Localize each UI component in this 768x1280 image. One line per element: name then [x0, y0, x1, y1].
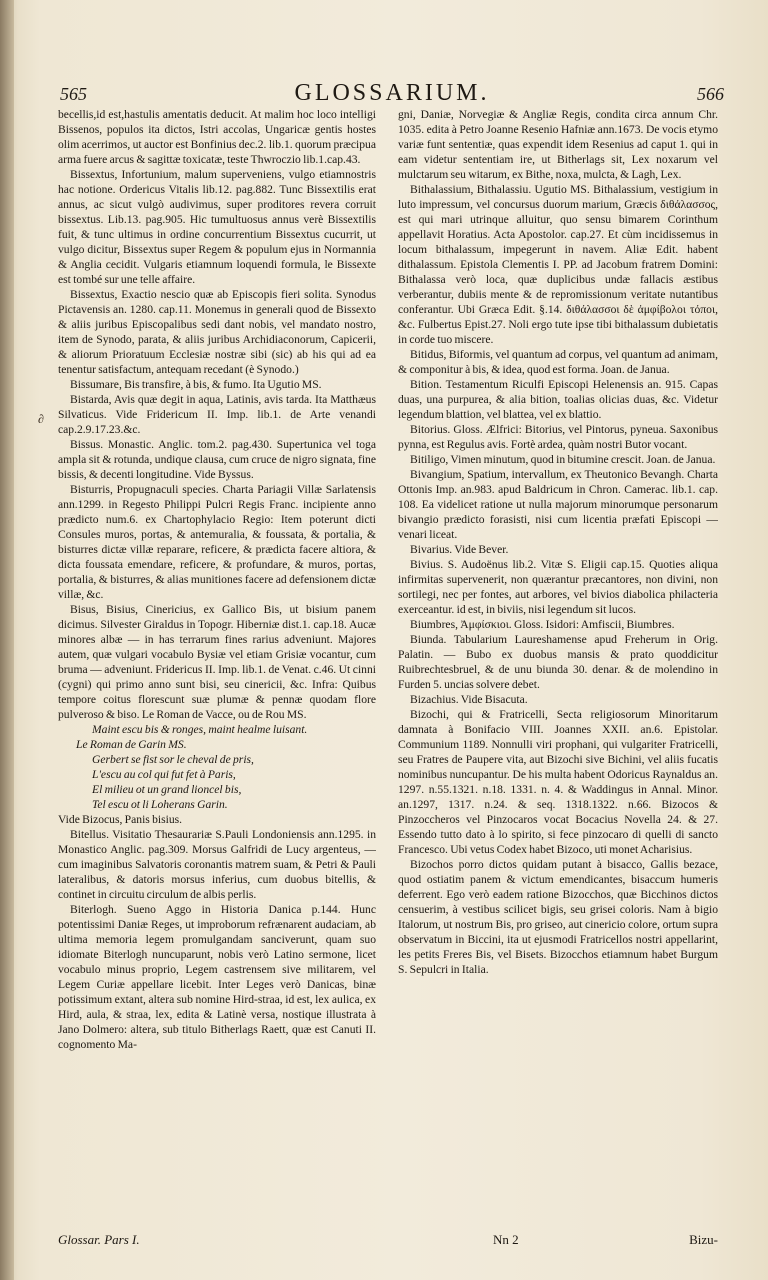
- entry-paragraph: Bissus. Monastic. Anglic. tom.2. pag.430. Supertunica vel toga ampla sit & rotunda, undique clausa, cum cruce de nigro signata, fine bissis, & decenti longitudine. Vide Byssus.: [58, 438, 376, 481]
- entry-paragraph: Vide Bizocus, Panis bisius.: [58, 813, 183, 826]
- entry-paragraph: Bitiligo, Vimen minutum, quod in bitumine crescit. Joan. de Janua.: [410, 453, 716, 466]
- entry-paragraph: Bisus, Bisius, Cinericius, ex Gallico Bis, ut bisium panem dicimus. Silvester Giraldus in Topogr. Hiberniæ dist.1. cap.18. Aucæ minores albæ — in has terrarum fines rarius adveniunt. Majores autem, quæ vulgari vocabulo Bysiæ vel etiam Grisiæ vocantur, cum bruma — adveniunt. Fridericus II. Imp. lib.1. de Venat. c.46. Ut cinni (cygni) qui primo anno sunt bisi, seu cinericii, &c. Infra: Quibus tempore coitus florescunt suæ plumæ & pennæ quodam flore pulveroso & biso. Le Roman de Vacce, ou de Rou MS.: [58, 603, 376, 721]
- entry-paragraph: Bition. Testamentum Riculfi Episcopi Helenensis an. 915. Capas duas, una purpurea, & alia bition, toalias olicias duas, &c. Videtur legendum blattion, vel blattea, vel ex blattio.: [398, 378, 718, 421]
- entry-paragraph: Bivius. S. Audoënus lib.2. Vitæ S. Eligii cap.15. Quoties aliqua infirmitas supervenerit, non quærantur præcantores, non divini, non sortilegi, nec per fontes, aut arbores, vel bivios diabolica philacteria exerceantur. id est, in biviis, nisi legendum sit lucos.: [398, 558, 718, 616]
- page-footer: [58, 1220, 718, 1260]
- verse-line: Gerbert se fist sor le cheval de pris,: [92, 753, 254, 766]
- entry-paragraph: Bizochos porro dictos quidam putant à bisacco, Gallis bezace, quod ostiatim panem & victum emendicantes, bisaccum humeris deferrent. Ego verò eadem ratione Bizocchos, quæ Bicchinos dictos censuerim, à vestibus scilicet bigis, seu grisei coloris. Nam à bigio Italorum, ut nostrum Bis, pro griseo, aut cinericio colore, ortum supra observatum in Biccini, ita ut ejusmodi Fratricellos nostri appellarint, les petits Freres Bis, vel Bisets. Bizocchos etiamnum habet Burgum S. Sepulcri in Italia.: [398, 858, 718, 976]
- left-column: [58, 107, 376, 1217]
- page-number-right: 566: [697, 84, 724, 104]
- page-number-left: 565: [60, 84, 87, 104]
- entry-paragraph: Bistarda, Avis quæ degit in aqua, Latinis, avis tarda. Ita Matthæus Silvaticus. Vide Fridericum II. Imp. lib.1. de Arte venandi cap.2.9.17.23.&c.: [58, 393, 376, 436]
- margin-mark: ∂: [38, 412, 44, 426]
- entry-paragraph: Bitorius. Gloss. Ælfrici: Bitorius, vel Pintorus, pyneua. Saxonibus pynna, est Regulus avis. Fortè ardea, quàm nostri Butor vocant.: [398, 423, 718, 451]
- entry-paragraph: Bissextus, Exactio nescio quæ ab Episcopis fieri solita. Synodus Pictavensis an. 1280. cap.11. Monemus in generali quod de Bissexto & aliis juribus Episcopalibus sedi dant nobis, vel mandato nostro, item de Synodo, parata, & aliis juribus Archidiaconorum, Capicerii, & aliorum Prioratuum Ecclesiæ nostræ sibi (sic) ab his qui ad ea tenentur satisfactum, antequam recedant (è Synodo.): [58, 288, 376, 376]
- verse-line: L'escu au col qui fut fet à Paris,: [92, 768, 236, 781]
- entry-paragraph: Bissextus, Infortunium, malum superveniens, vulgo etiamnostris hac notione. Ordericus Vitalis lib.12. pag.882. Tunc Bissextilis erat annus, ac sicut vulgò audivimus, super proditores revera corruit bissextus. Lib.13. pag.905. Hic tumultuosus annus verè Bissextilis fuit, & tunc ultimus in ordine concurrentium Bissextus cucurrit, ut vulgo dicitur, Bissextus super Regem & populum ejus in Normannia & Anglia cecidit. Vulgaris etiamnum loquendi formula, le Bissexte est tombé sur une telle affaire.: [58, 168, 376, 286]
- verse-line: El milieu ot un grand lioncel bis,: [92, 783, 242, 796]
- entry-paragraph: Bithalassium, Bithalassiu. Ugutio MS. Bithalassium, vestigium in luto impressum, vel concursus duorum marium, Græcis διθάλασσος, est qui mari utrinque alluitur, quo sensu bimarem Corinthum appellavit Horatius. Acta Apostolor. cap.27. Et cùm incidissemus in locum bithalassum, impegerunt in navem. Aliæ Edit. habent dithalassum. Epistola Clementis I. PP. ad Jacobum fratrem Domini: Bithalassa verò loca, quæ duplicibus undæ fallacis æstibus verberantur, dubiis mente & de repromissionum veritate nutantibus conferantur. Ubi Græca Edit. §.14. διθάλασσοι δὲ ἀμφίβολοι τόποι, &c. Fulbertus Epist.27. Noli ergo tute ipse tibi bithalassum dubietatis in corde tuo miscere.: [398, 183, 718, 346]
- page-header: [60, 80, 724, 110]
- entry-paragraph: Biunda. Tabularium Laureshamense apud Freherum in Orig. Palatin. — Bubo ex duobus mansis & prato quoddicitur Ruibrechtesbruel, & de unu biunda 30. denar. & de molendino in Furden 5. uncias solvere debet.: [398, 633, 718, 691]
- entry-paragraph: becellis,id est,hastulis amentatis deducit. At malim hoc loco intelligi Bissenos, populos ita dictos, Istri accolas, Ungaricæ gentis hostes olim acerrimos, ut auctor est Bonfinius dec.2. lib.1. quorum præcipua arma fuere arcus & sagittæ toxicatæ, teste Thwroczio lib.1.cap.43.: [58, 108, 376, 166]
- entry-paragraph: Bisturris, Propugnaculi species. Charta Pariagii Villæ Sarlatensis ann.1299. in Regesto Philippi Pulcri Regis Franc. incipiente anno prædicto num.6. ex Chartophylacio Regio: Item poterunt dicti Consules muros, portas, & antemuralia, & foussata, & portalia, & bisturres dictæ villæ reparare, reficere, & prædicta facere altiora, & dicta foussata emendare, reficere, & profundare, & muros, portas, portalia, & bisturres, & alias munitiones facere ad defensionem dictæ villæ, &c.: [58, 483, 376, 601]
- entry-paragraph: Biterlogh. Sueno Aggo in Historia Danica p.144. Hunc potentissimi Daniæ Reges, ut improborum refrænarent audaciam, ab ultima memoria legem promulgandam sanciverunt, quam suo idiomate Biterlogh nuncuparunt, nobis verò Latino sermone, licet vocabulo minus proprio, Legem castrensem sive militarem, vel Legem Curiæ appellare licebit. Inter Leges verò Danicas, binæ potissimum extant, altera sub nomine Hird-straa, id est, lex aulica, ex Hird, aula, & straa, lex, edita & Latinè versa, nostique illustrata à Jano Dolmero: altera, sub titulo Bitherlags Raett, quæ est Canuti II. cognomento Ma-: [58, 903, 376, 1051]
- entry-paragraph: Bitellus. Visitatio Thesaurariæ S.Pauli Londoniensis ann.1295. in Monastico Anglic. pag.309. Morsus Galfridi de Lucy argenteus, — cum imaginibus Salvatoris coronantis matrem suam, & Petri & Pauli lateralibus, & datoris morsus inferius, cum duobus bitellis, & continet in circuitu circulum de albis perlis.: [58, 828, 376, 901]
- verse-source: Le Roman de Garin MS.: [76, 738, 187, 751]
- running-title: GLOSSARIUM.: [294, 80, 490, 106]
- entry-paragraph: gni, Daniæ, Norvegiæ & Angliæ Regis, condita circa annum Chr. 1035. edita à Petro Joanne Resenio Hafniæ ann.1673. De vocis etymo variæ funt sententiæ, quas expendit idem Resenius ad caput 1. qui in eam videtur sententiam ire, ut Bitherlags sit, Lex noxarum vel mulctarum seu witarum, ex Bithe, noxa, mulcta, & Lagh, Lex.: [398, 108, 718, 181]
- entry-paragraph: Bivarius. Vide Bever.: [410, 543, 509, 556]
- entry-paragraph: Biumbres, Ἀμφίσκιοι. Gloss. Isidori: Amfiscii, Biumbres.: [410, 618, 675, 631]
- verse-line: Maint escu bis & ronges, maint healme luisant.: [92, 723, 308, 736]
- gathering-signature: Nn 2: [493, 1232, 519, 1247]
- signature-mark: Glossar. Pars I.: [58, 1232, 140, 1247]
- entry-paragraph: Bivangium, Spatium, intervallum, ex Theutonico Bevangh. Charta Ottonis Imp. an.983. apud Baldricum in Chron. Camerac. lib.1. cap. 108. Ea videlicet ratione ut nulla majorum minorumque personarum bivangio prædicto forasisti, nisi cum licentia præfati Episcopi — venari liceat.: [398, 468, 718, 541]
- entry-paragraph: Bitidus, Biformis, vel quantum ad corpus, vel quantum ad animam, & componitur à bis, & idea, quod est forma. Joan. de Janua.: [398, 348, 718, 376]
- entry-paragraph: Bizochi, qui & Fratricelli, Secta religiosorum Minoritarum damnata à Bonifacio VIII. Joannes XXII. an.6. Epistolar. Communium 1189. Nonnulli viri prophani, qui vulgariter Fratricelli, seu Fratres de Paupere vita, aut Bizochi sive Bichini, vel aliis fucatis nominibus nuncupantur. De his multa habent Odoricus Raynaldus an. 1297. n.55.1321. n.18. 1331. n. 4. & Waddingus in Annal. Minor. an.1297, 1317. n.24. & seq. 1318.1322. n.66. Bizocos & Pinzoccheros vel Pinzocaros vocat Bocacius Novella 24. & 27. Essendo tutto dato à lo spirito, si fece pinzocaro di quelli di sancto Francesco. Ubi vetus Codex habet Bizoco, uti monet Acharisius.: [398, 708, 718, 856]
- right-column: [398, 107, 718, 1217]
- verse-line: Tel escu ot li Loherans Garin.: [92, 798, 228, 811]
- catchword: Bizu-: [689, 1232, 718, 1247]
- book-gutter: [0, 0, 14, 1280]
- entry-paragraph: Bizachius. Vide Bisacuta.: [410, 693, 528, 706]
- entry-paragraph: Bissumare, Bis transfire, à bis, & fumo. Ita Ugutio MS.: [70, 378, 322, 391]
